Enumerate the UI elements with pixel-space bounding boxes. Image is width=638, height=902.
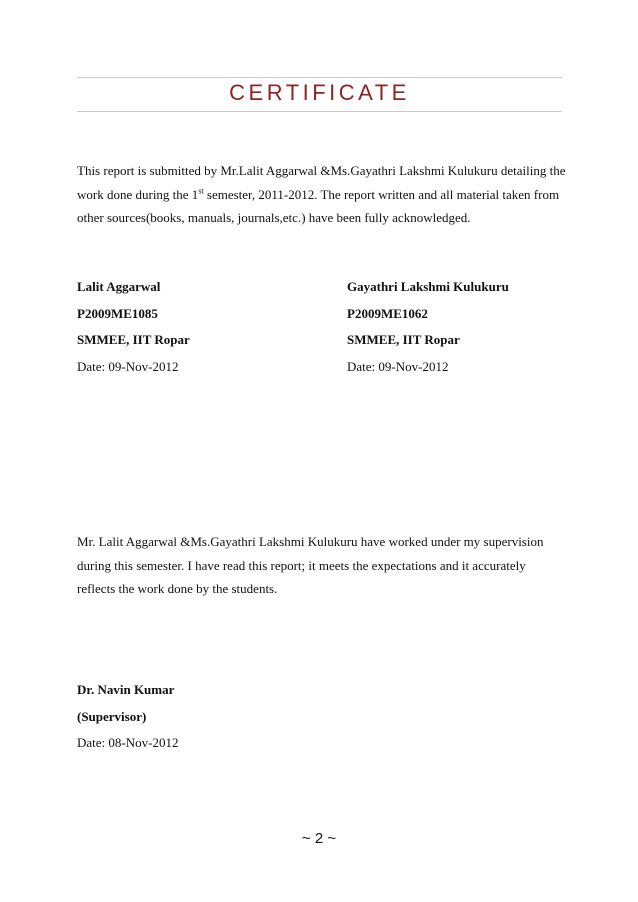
student-block-1	[77, 274, 190, 380]
intro-paragraph: This report is submitted by Mr.Lalit Aggarwal &Ms.Gayathri Lakshmi Kulukuru detailing the work done during the 1st semester, 2011-2012. The report written and all material taken from other sources(books, manuals, journals,etc.) have been fully acknowledged.	[77, 163, 566, 225]
student-roll: P2009ME1085	[77, 305, 158, 321]
supervisor-date: Date: 08-Nov-2012	[77, 735, 179, 750]
student-school: SMMEE, IIT Ropar	[77, 332, 190, 347]
student-name: Lalit Aggarwal	[77, 279, 161, 294]
student-name: Gayathri Lakshmi Kulukuru	[347, 279, 509, 294]
student-date: Date: 09-Nov-2012	[347, 358, 449, 374]
student-roll: P2009ME1062	[347, 305, 428, 321]
top-rule	[77, 77, 562, 78]
page-number: ~ 2 ~	[301, 830, 337, 847]
student-block-2	[347, 274, 509, 380]
supervisor-name: Dr. Navin Kumar	[77, 682, 175, 697]
certificate-title: CERTIFICATE	[229, 80, 410, 105]
supervisor-statement: Mr. Lalit Aggarwal &Ms.Gayathri Lakshmi Kulukuru have worked under my supervision during this semester. I have read this report; it meets the expectations and it accurately reflects the work done by the students.	[77, 534, 544, 596]
bottom-rule	[77, 111, 562, 112]
student-school: SMMEE, IIT Ropar	[347, 332, 460, 347]
supervisor-role: (Supervisor)	[77, 708, 147, 724]
student-date: Date: 09-Nov-2012	[77, 358, 179, 374]
supervisor-block	[77, 677, 178, 757]
